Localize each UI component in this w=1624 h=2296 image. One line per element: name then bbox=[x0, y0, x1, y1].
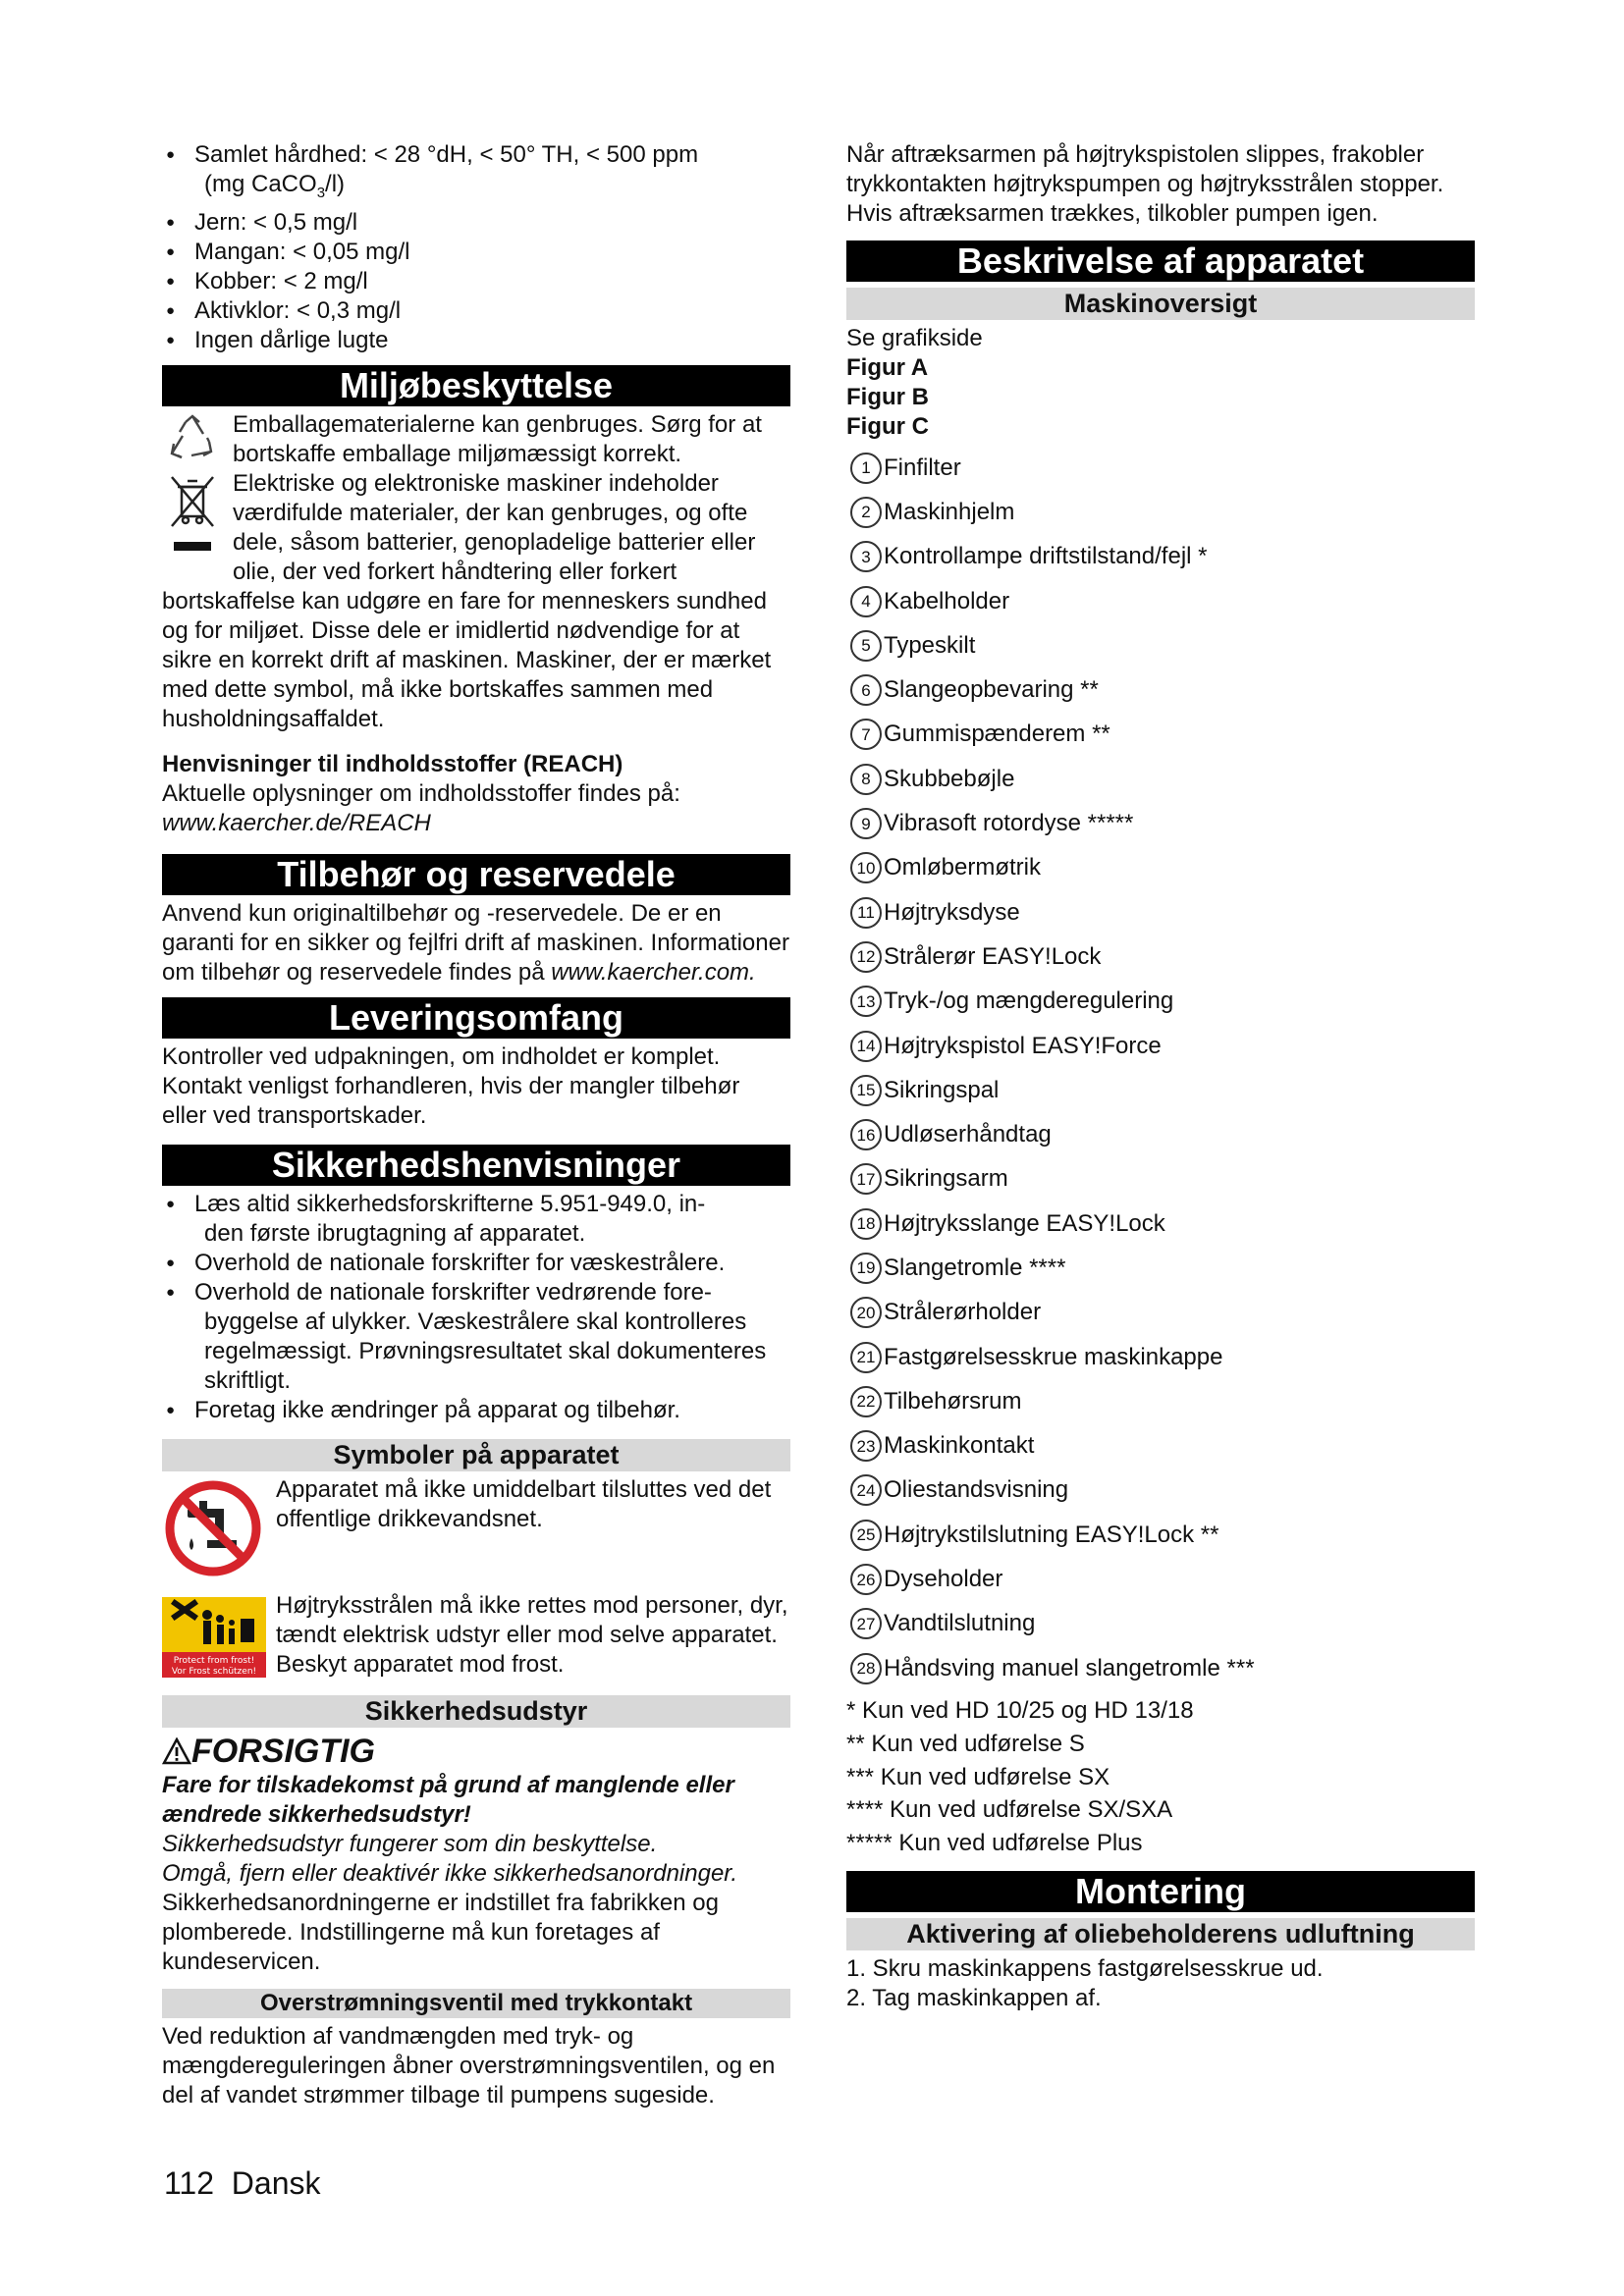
part-number-badge: 24 bbox=[850, 1474, 882, 1506]
miljo-text-2: Elektriske og elektroniske maskiner indeholder værdifulde materialer, der kan genbruges, og ofte dele, såsom batterier, genopladelige batterier eller olie, der ved forkert håndtering eller forkert bbox=[233, 469, 756, 585]
symbol-text-2: Højtryksstrålen må ikke rettes mod personer, dyr, tændt elektrisk udstyr eller mod selve apparatet. Beskyt apparatet mod frost. bbox=[276, 1591, 788, 1678]
levering-text: Kontroller ved udpakningen, om indholdet er komplet. Kontakt venligst forhandleren, hvis der mangler tilbehør eller ved transportskader. bbox=[162, 1042, 740, 1129]
part-number-badge: 22 bbox=[850, 1386, 882, 1417]
part-number-badge: 3 bbox=[850, 541, 882, 572]
page-number: 112 bbox=[164, 2165, 215, 2201]
part-label: Højtryksslange EASY!Lock bbox=[884, 1209, 1165, 1237]
part-label: Oliestandsvisning bbox=[884, 1476, 1069, 1504]
part-label: Finfilter bbox=[884, 454, 961, 481]
left-column bbox=[162, 140, 790, 2110]
figure-a: Figur A bbox=[846, 354, 929, 381]
part-label: Udløserhåndtag bbox=[884, 1121, 1052, 1148]
no-spray-at-people-animals-icon bbox=[162, 1597, 266, 1678]
section-heading-montering: Montering bbox=[846, 1871, 1475, 1912]
section-heading-beskrivelse: Beskrivelse af apparatet bbox=[846, 240, 1475, 282]
part-number-badge: 4 bbox=[850, 586, 882, 617]
part-item bbox=[846, 890, 1475, 934]
list-item: ● Foretag ikke ændringer på apparat og tilbehør. bbox=[162, 1396, 790, 1425]
water-quality-list bbox=[162, 140, 790, 355]
part-item bbox=[846, 801, 1475, 845]
part-number-badge: 17 bbox=[850, 1163, 882, 1195]
footnotes bbox=[846, 1694, 1475, 1859]
part-label: Højtrykstilslutning EASY!Lock ** bbox=[884, 1521, 1219, 1548]
list-item: ● Læs altid sikkerhedsforskrifterne 5.951-949.0, in- den første ibrugtagning af apparatet. bbox=[162, 1190, 790, 1249]
list-item: ● Overhold de nationale forskrifter for væskestrålere. bbox=[162, 1249, 790, 1278]
part-item bbox=[846, 446, 1475, 490]
footnote: ***** Kun ved udførelse Plus bbox=[846, 1829, 1143, 1856]
section-heading-overstrom: Overstrømningsventil med trykkontakt bbox=[162, 1989, 790, 2018]
right-column bbox=[846, 140, 1475, 2013]
no-drinking-water-connection-icon bbox=[164, 1479, 262, 1577]
part-number-badge: 28 bbox=[850, 1653, 882, 1684]
parts-list bbox=[846, 446, 1475, 1690]
tilbehor-link[interactable]: www.kaercher.com. bbox=[551, 958, 756, 986]
part-item bbox=[846, 1379, 1475, 1423]
list-item: ● Overhold de nationale forskrifter vedrørende fore- byggelse af ulykker. Væskestrålere skal kontrolleres regelmæssigt. Prøvningsresultatet skal dokumenteres skriftligt. bbox=[162, 1278, 790, 1396]
part-label: Vibrasoft rotordyse ***** bbox=[884, 810, 1134, 837]
steps-list bbox=[846, 1954, 1475, 2013]
section-heading-sikkerhed: Sikkerhedshenvisninger bbox=[162, 1145, 790, 1186]
part-label: Tryk-/og mængderegulering bbox=[884, 988, 1174, 1015]
part-label: Fastgørelsesskrue maskinkappe bbox=[884, 1343, 1223, 1370]
part-number-badge: 25 bbox=[850, 1520, 882, 1551]
figure-c: Figur C bbox=[846, 413, 929, 440]
part-label: Maskinhjelm bbox=[884, 498, 1015, 525]
list-item: ● Kobber: < 2 mg/l bbox=[162, 267, 790, 296]
udstyr-text: Sikkerhedsanordningerne er indstillet fra fabrikken og plomberede. Indstillingerne må kun foretages af kundeservicen. bbox=[162, 1889, 719, 1975]
part-label: Kabelholder bbox=[884, 587, 1010, 614]
page-language: Dansk bbox=[231, 2165, 321, 2201]
step-item: 2. Tag maskinkappen af. bbox=[846, 1985, 1102, 2012]
frost-label-line2: Vor Frost schützen! bbox=[171, 1666, 257, 1677]
part-number-badge: 20 bbox=[850, 1297, 882, 1328]
symbol-row-2 bbox=[162, 1591, 790, 1682]
part-item bbox=[846, 579, 1475, 623]
part-item bbox=[846, 667, 1475, 712]
list-item: ● Ingen dårlige lugte bbox=[162, 326, 790, 355]
part-item bbox=[846, 846, 1475, 890]
warning-text-2: Omgå, fjern eller deaktivér ikke sikkerhedsanordninger. bbox=[162, 1859, 738, 1887]
part-label: Højtrykspistol EASY!Force bbox=[884, 1032, 1162, 1059]
tilbehor-text: Anvend kun originaltilbehør og -reservedele. De er en garanti for en sikker og fejlfri drift af maskinen. Informationer om tilbehør og reservedele findes på www.kaercher.com. bbox=[162, 899, 789, 986]
overstrom-text: Ved reduktion af vandmængden med tryk- og mængdereguleringen åbner overstrømningsventilen, og en del af vandet strømmer tilbage til pumpens sugeside. bbox=[162, 2022, 776, 2109]
warning-bold-text: Fare for tilskadekomst på grund af manglende eller ændrede sikkerhedsudstyr! bbox=[162, 1771, 734, 1828]
part-item bbox=[846, 1291, 1475, 1335]
part-number-badge: 2 bbox=[850, 497, 882, 528]
part-label: Slangeopbevaring ** bbox=[884, 676, 1099, 704]
graphic-reference: Se grafikside bbox=[846, 325, 983, 351]
part-label: Strålerør EASY!Lock bbox=[884, 942, 1102, 970]
symbol-row-1 bbox=[162, 1475, 790, 1577]
part-number-badge: 8 bbox=[850, 764, 882, 795]
section-heading-udstyr: Sikkerhedsudstyr bbox=[162, 1695, 790, 1728]
part-number-badge: 7 bbox=[850, 719, 882, 750]
part-number-badge: 5 bbox=[850, 630, 882, 662]
part-item bbox=[846, 1513, 1475, 1557]
part-label: Sikringspal bbox=[884, 1076, 1000, 1103]
part-label: Vandtilslutning bbox=[884, 1610, 1036, 1637]
miljo-text-3: bortskaffelse kan udgøre en fare for menneskers sundhed og for miljøet. Disse dele er imidlertid nødvendige for at sikre en korrekt drift af maskinen. Maskiner, der er mærket med dette symbol, må ikke bortskaffes sammen med husholdningsaffaldet. bbox=[162, 587, 772, 732]
part-number-badge: 11 bbox=[850, 897, 882, 929]
part-item bbox=[846, 757, 1475, 801]
part-label: Strålerørholder bbox=[884, 1299, 1042, 1326]
part-item bbox=[846, 490, 1475, 534]
part-item bbox=[846, 1646, 1475, 1690]
miljo-block bbox=[162, 410, 790, 734]
footnote: *** Kun ved udførelse SX bbox=[846, 1763, 1110, 1790]
part-label: Typeskilt bbox=[884, 631, 976, 659]
symbol-text-1: Apparatet må ikke umiddelbart tilsluttes ved det offentlige drikkevandsnet. bbox=[276, 1475, 772, 1532]
part-label: Kontrollampe driftstilstand/fejl * bbox=[884, 543, 1208, 570]
recycle-icon bbox=[166, 412, 219, 465]
part-item bbox=[846, 1424, 1475, 1468]
part-item bbox=[846, 535, 1475, 579]
part-label: Maskinkontakt bbox=[884, 1432, 1035, 1460]
part-label: Håndsving manuel slangetromle *** bbox=[884, 1654, 1255, 1682]
part-number-badge: 19 bbox=[850, 1253, 882, 1284]
part-label: Slangetromle **** bbox=[884, 1254, 1066, 1281]
part-number-badge: 27 bbox=[850, 1608, 882, 1639]
reach-title: Henvisninger til indholdsstoffer (REACH) bbox=[162, 750, 623, 777]
part-number-badge: 12 bbox=[850, 941, 882, 973]
footnote: * Kun ved HD 10/25 og HD 13/18 bbox=[846, 1697, 1194, 1725]
safety-list bbox=[162, 1190, 790, 1425]
part-item bbox=[846, 980, 1475, 1024]
part-number-badge: 13 bbox=[850, 986, 882, 1017]
intro-text-2: Hvis aftræksarmen trækkes, tilkobler pumpen igen. bbox=[846, 200, 1379, 227]
part-item bbox=[846, 623, 1475, 667]
part-number-badge: 15 bbox=[850, 1075, 882, 1106]
section-heading-symboler: Symboler på apparatet bbox=[162, 1439, 790, 1471]
crossed-bin-icon bbox=[168, 473, 217, 560]
part-number-badge: 1 bbox=[850, 453, 882, 484]
list-item: ● Mangan: < 0,05 mg/l bbox=[162, 238, 790, 267]
list-item: ● Aktivklor: < 0,3 mg/l bbox=[162, 296, 790, 326]
part-label: Tilbehørsrum bbox=[884, 1387, 1022, 1415]
part-item bbox=[846, 1468, 1475, 1513]
list-item: ● Samlet hårdhed: < 28 °dH, < 50° TH, < 500 ppm (mg CaCO$_3$/l) bbox=[162, 140, 790, 208]
section-heading-levering: Leveringsomfang bbox=[162, 997, 790, 1039]
warning-triangle-icon bbox=[162, 1737, 191, 1765]
reach-link[interactable]: www.kaercher.de/REACH bbox=[162, 809, 431, 836]
intro-text-1: Når aftræksarmen på højtrykspistolen slippes, frakobler trykkontakten højtrykspumpen og højtryksstrålen stopper. bbox=[846, 141, 1444, 197]
section-heading-miljo: Miljøbeskyttelse bbox=[162, 365, 790, 406]
part-item bbox=[846, 1112, 1475, 1156]
reach-text: Aktuelle oplysninger om indholdsstoffer findes på: bbox=[162, 779, 680, 807]
part-item bbox=[846, 1201, 1475, 1246]
footnote: **** Kun ved udførelse SX/SXA bbox=[846, 1796, 1173, 1824]
part-item bbox=[846, 1602, 1475, 1646]
part-number-badge: 16 bbox=[850, 1119, 882, 1150]
part-item bbox=[846, 1557, 1475, 1601]
part-item bbox=[846, 1246, 1475, 1290]
part-item bbox=[846, 934, 1475, 979]
step-item: 1. Skru maskinkappens fastgørelsesskrue ud. bbox=[846, 1955, 1324, 1983]
part-label: Skubbebøjle bbox=[884, 765, 1015, 792]
part-label: Omløbermøtrik bbox=[884, 854, 1041, 881]
part-item bbox=[846, 713, 1475, 757]
part-number-badge: 26 bbox=[850, 1564, 882, 1595]
section-heading-aktivering: Aktivering af oliebeholderens udluftning bbox=[846, 1918, 1475, 1950]
warning-text-1: Sikkerhedsudstyr fungerer som din beskyttelse. bbox=[162, 1830, 658, 1857]
part-label: Sikringsarm bbox=[884, 1165, 1008, 1193]
part-item bbox=[846, 1024, 1475, 1068]
part-number-badge: 14 bbox=[850, 1031, 882, 1062]
part-number-badge: 18 bbox=[850, 1208, 882, 1240]
part-item bbox=[846, 1157, 1475, 1201]
warning-title: FORSIGTIG bbox=[162, 1732, 790, 1771]
part-number-badge: 21 bbox=[850, 1342, 882, 1373]
part-number-badge: 23 bbox=[850, 1430, 882, 1462]
page-footer bbox=[164, 2164, 321, 2202]
figure-b: Figur B bbox=[846, 384, 929, 410]
footnote: ** Kun ved udførelse S bbox=[846, 1730, 1085, 1757]
list-item: ● Jern: < 0,5 mg/l bbox=[162, 208, 790, 238]
frost-label-line1: Protect from frost! bbox=[173, 1655, 255, 1666]
part-number-badge: 10 bbox=[850, 852, 882, 883]
part-item bbox=[846, 1068, 1475, 1112]
section-heading-maskinoversigt: Maskinoversigt bbox=[846, 288, 1475, 320]
part-number-badge: 6 bbox=[850, 674, 882, 706]
part-label: Højtryksdyse bbox=[884, 898, 1020, 926]
section-heading-tilbehor: Tilbehør og reservedele bbox=[162, 854, 790, 895]
part-label: Gummispænderem ** bbox=[884, 721, 1110, 748]
part-item bbox=[846, 1335, 1475, 1379]
part-label: Dyseholder bbox=[884, 1566, 1003, 1593]
part-number-badge: 9 bbox=[850, 808, 882, 839]
miljo-text-1: Emballagematerialerne kan genbruges. Sørg for at bortskaffe emballage miljømæssigt korrekt. bbox=[233, 410, 762, 467]
